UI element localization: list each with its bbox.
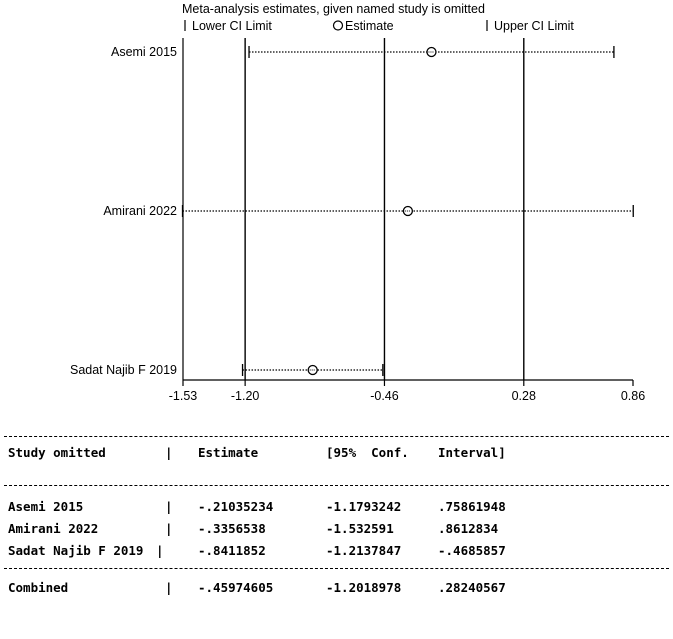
row-study: Sadat Najib F 2019 [8,543,144,558]
legend-estimate-label: Estimate [345,19,394,33]
row-sep: | [165,521,173,536]
x-tick-label: -0.46 [370,389,399,403]
row-lower: -1.2137847 [326,543,402,558]
row-estimate: -.3356538 [198,521,266,536]
legend-upper-label: Upper CI Limit [494,19,574,33]
combined-row [0,577,673,599]
row-upper: .75861948 [438,499,506,514]
combined-sep: | [165,580,173,595]
x-tick-label: 0.86 [620,389,646,403]
table-header-row [0,437,673,467]
study-label: Asemi 2015 [110,45,177,59]
header-estimate: Estimate [198,445,259,460]
combined-lower: -1.2018978 [326,580,402,595]
row-study: Amirani 2022 [8,521,99,536]
legend [185,19,574,33]
row-sep: | [165,499,173,514]
table-row [0,496,673,518]
combined-estimate: -.45974605 [198,580,274,595]
chart-title: Meta-analysis estimates, given named study is omitted [182,2,485,16]
x-tick-label: -1.53 [168,389,198,403]
header-interval: Interval] [438,445,506,460]
combined-study: Combined [8,580,69,595]
row-lower: -1.532591 [326,521,394,536]
row-study: Asemi 2015 [8,499,84,514]
row-sep: | [156,543,164,558]
row-upper: .8612834 [438,521,499,536]
combined-upper: .28240567 [438,580,506,595]
reference-lines [245,38,524,380]
row-estimate: -.8411852 [198,543,266,558]
legend-lower-label: Lower CI Limit [192,19,272,33]
x-ticks [169,380,645,403]
study-label: Amirani 2022 [103,204,177,218]
table-row [0,540,673,562]
row-lower: -1.1793242 [326,499,402,514]
x-tick-label: 0.28 [511,389,536,403]
results-table [0,436,673,599]
header-study: Study omitted [8,445,106,460]
table-row [0,518,673,540]
header-sep: | [165,445,173,460]
row-upper: -.4685857 [438,543,506,558]
study-rows [70,45,633,377]
x-tick-label: -1.20 [230,389,260,403]
header-conf: [95% Conf. [326,445,409,460]
study-label: Sadat Najib F 2019 [69,363,177,377]
legend-estimate-marker [334,21,343,30]
row-estimate: -.21035234 [198,499,274,514]
